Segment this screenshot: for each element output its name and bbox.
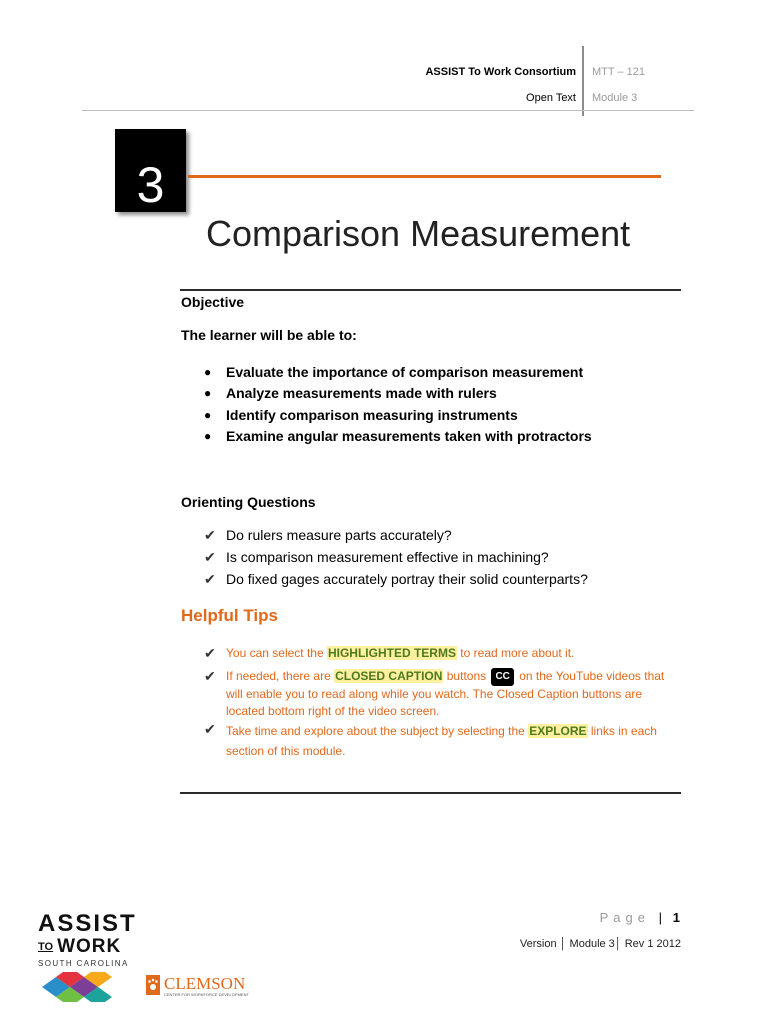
assist-to-work-logo: ASSIST TO WORK SOUTH CAROLINA [38, 912, 137, 1007]
closed-caption-icon: CC [491, 668, 513, 686]
objective-list [204, 361, 592, 447]
list-item: ✔ Do rulers measure parts accurately? [204, 527, 588, 549]
section-rule-top [180, 289, 681, 291]
header-consortium: ASSIST To Work Consortium [425, 66, 576, 78]
page-title: Comparison Measurement [206, 213, 631, 254]
version-line: Version │ Module 3│ Rev 1 2012 [519, 938, 681, 950]
list-item: ● Identify comparison measuring instruments [204, 406, 518, 423]
orienting-heading: Orienting Questions [181, 494, 316, 510]
highlighted-terms-link[interactable]: HIGHLIGHTED TERMS [327, 646, 456, 660]
list-item: ✔ Is comparison measurement effective in machining? [204, 549, 588, 571]
header-course: MTT – 121 [592, 66, 645, 78]
bullet-icon: ● [204, 429, 212, 444]
list-item: ✔ Do fixed gages accurately portray their solid counterparts? [204, 571, 588, 593]
bullet-icon: ● [204, 407, 212, 422]
chapter-number: 3 [136, 157, 165, 213]
check-icon: ✔ [204, 549, 216, 565]
section-rule-bottom [180, 792, 681, 794]
objective-heading: Objective [181, 294, 245, 310]
bullet-icon: ● [204, 364, 212, 379]
check-icon: ✔ [204, 527, 216, 543]
list-item: ✔ Take time and explore about the subject by selecting the EXPLORE links in each section of this module. [204, 721, 680, 761]
list-item: ● Evaluate the importance of comparison measurement [204, 363, 584, 380]
chapter-accent-line [188, 175, 661, 178]
assist-diamond-icon [42, 972, 122, 1002]
chapter-number-box [115, 129, 186, 212]
header-module: Module 3 [592, 92, 638, 104]
explore-link[interactable]: EXPLORE [529, 724, 587, 738]
closed-caption-term[interactable]: CLOSED CAPTION [335, 669, 443, 684]
list-item: ✔ If needed, there are CLOSED CAPTION buttons CC on the YouTube videos that will enable you to read along while you watch. The Closed Caption buttons are located bottom right of the video screen. [204, 668, 665, 718]
bullet-icon: ● [204, 386, 212, 401]
header-open-text: Open Text [526, 92, 576, 104]
header-rule [82, 110, 694, 111]
tiger-paw-icon [146, 975, 160, 995]
list-item: ✔ You can select the HIGHLIGHTED TERMS to read more about it. [204, 645, 575, 661]
list-item: ● Analyze measurements made with rulers [204, 385, 497, 402]
check-icon: ✔ [204, 645, 216, 661]
objective-intro: The learner will be able to: [181, 327, 357, 343]
check-icon: ✔ [204, 571, 216, 587]
tips-heading: Helpful Tips [181, 606, 278, 625]
check-icon: ✔ [204, 721, 216, 737]
header-divider [582, 46, 584, 116]
clemson-logo: CLEMSON CENTER FOR WORKFORCE DEVELOPMENT [146, 975, 264, 997]
page-label: Page | [599, 910, 662, 925]
page-number: 1 [672, 910, 680, 925]
check-icon: ✔ [204, 668, 216, 684]
orienting-list [204, 527, 588, 593]
tips-list [204, 645, 680, 762]
list-item: ● Examine angular measurements taken with protractors [204, 428, 592, 445]
